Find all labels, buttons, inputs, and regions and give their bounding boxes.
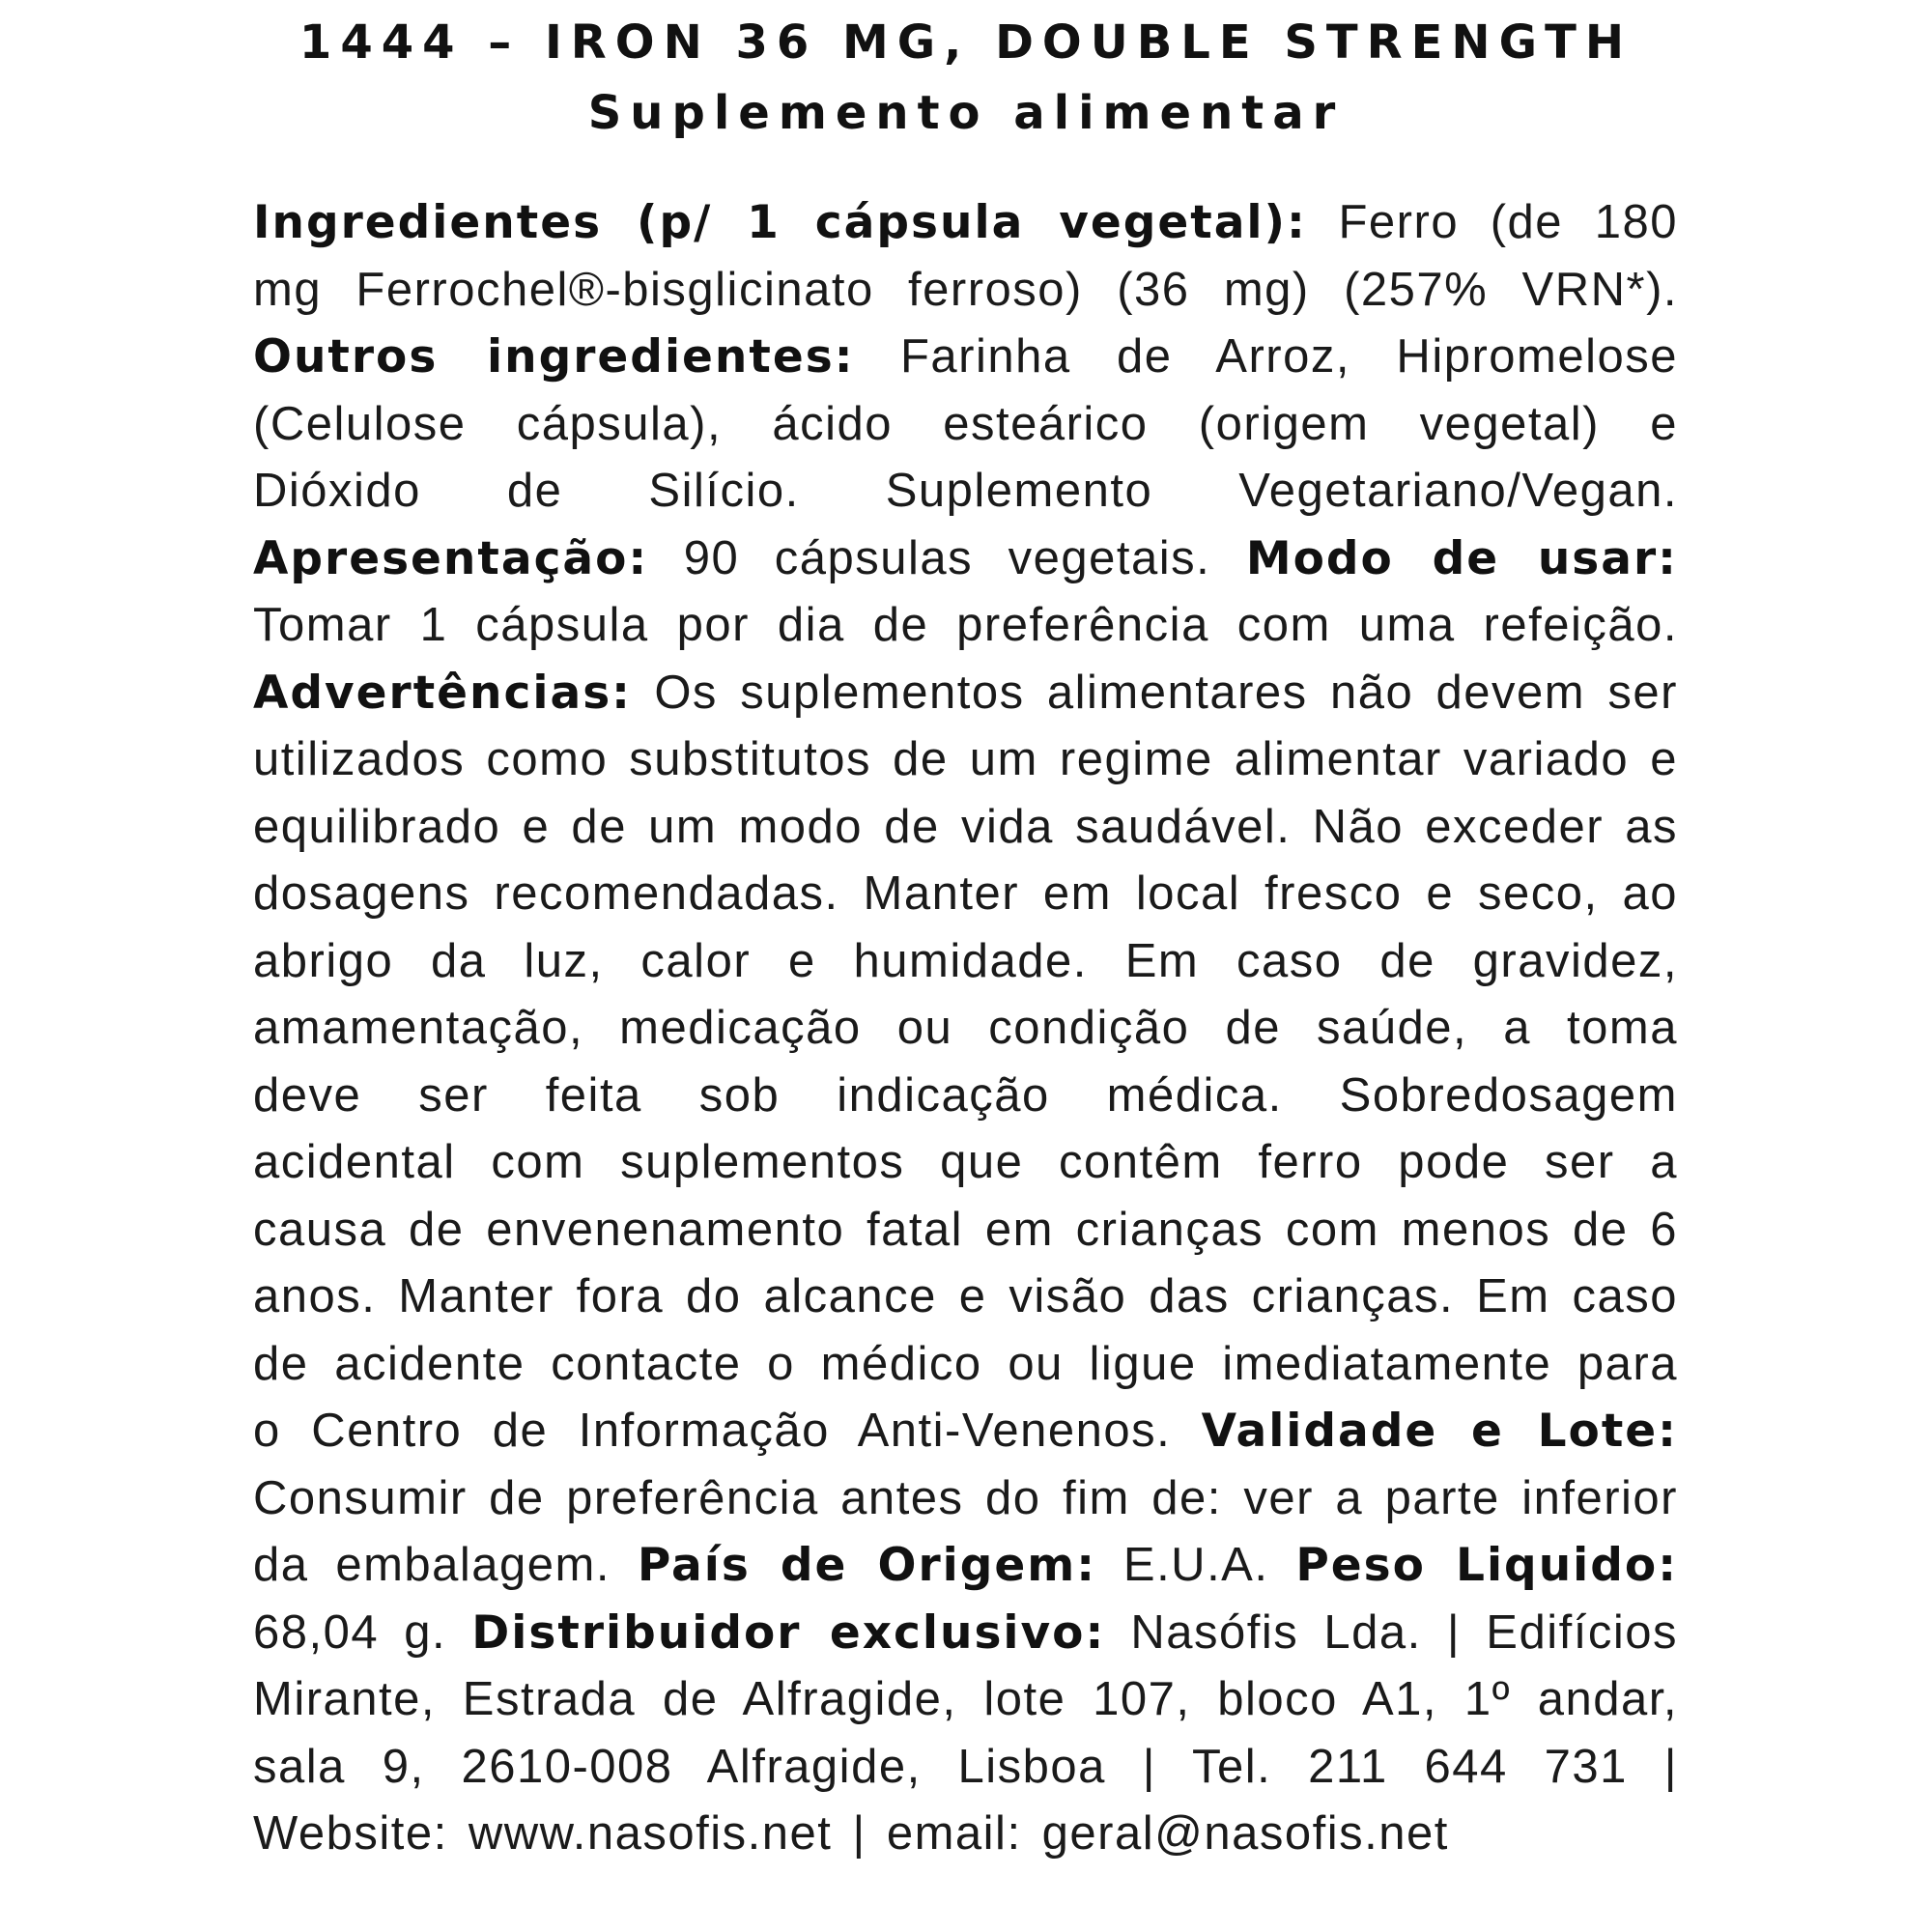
label-header xyxy=(0,12,1932,145)
origin-heading: País de Origem: xyxy=(637,1539,1097,1592)
presentation-text: 90 cápsulas vegetais. xyxy=(683,531,1211,584)
warnings-heading: Advertências: xyxy=(253,666,632,720)
other-ingredients-heading: Outros ingredientes: xyxy=(253,330,855,384)
label-body-text xyxy=(253,189,1678,1868)
distributor-text: Nasófis Lda. | Edifícios Mirante, Estrada de Alfragide, lote 107, bloco A1, 1º andar, sala 9, 2610-008 Alfragide, Lisboa | Tel. 211 644 731 | Website: www.nasofis.net | email: geral@nasofis.net xyxy=(253,1605,1678,1860)
ingredients-text: Ferro (de 180 mg Ferrochel®-bisglicinato ferroso) (36 mg) (257% VRN*). xyxy=(253,196,1678,316)
warnings-text: Os suplementos alimentares não devem ser utilizados como substitutos de um regime alimentar variado e equilibrado e de um modo de vida saudável. Não exceder as dosagens recomendadas. Manter em local fresco e seco, ao abrigo da luz, calor e humidade. Em caso de gravidez, amamentação, medicação ou condição de saúde, a toma deve ser feita sob indicação médica. Sobredosagem acidental com suplementos que contêm ferro pode ser a causa de envenenamento fatal em crianças com menos de 6 anos. Manter fora do alcance e visão das crianças. Em caso de acidente contacte o médico ou ligue imediatamente para o Centro de Informação Anti-Venenos. xyxy=(253,666,1678,1457)
weight-text: 68,04 g. xyxy=(253,1605,447,1659)
other-ingredients-text: Farinha de Arroz, Hipromelose (Celulose cápsula), ácido esteárico (origem vegetal) e Dióxido de Silício. Suplemento Vegetariano/Vegan. xyxy=(253,330,1678,517)
origin-text: E.U.A. xyxy=(1122,1539,1269,1591)
presentation-heading: Apresentação: xyxy=(253,531,649,585)
usage-heading: Modo de usar: xyxy=(1245,531,1678,585)
usage-text: Tomar 1 cápsula por dia de preferência com uma refeição. xyxy=(253,599,1678,651)
distributor-heading: Distribuidor exclusivo: xyxy=(471,1605,1106,1660)
ingredients-heading: Ingredientes (p/ 1 cápsula vegetal): xyxy=(253,196,1307,249)
product-subtitle: Suplemento alimentar xyxy=(587,86,1345,140)
validity-heading: Validade e Lote: xyxy=(1201,1405,1678,1458)
product-title: 1444 – IRON 36 MG, DOUBLE STRENGTH xyxy=(298,15,1634,70)
validity-text: Consumir de preferência antes do fim de: ver a parte inferior da embalagem. xyxy=(253,1471,1678,1591)
weight-heading: Peso Liquido: xyxy=(1295,1539,1679,1592)
